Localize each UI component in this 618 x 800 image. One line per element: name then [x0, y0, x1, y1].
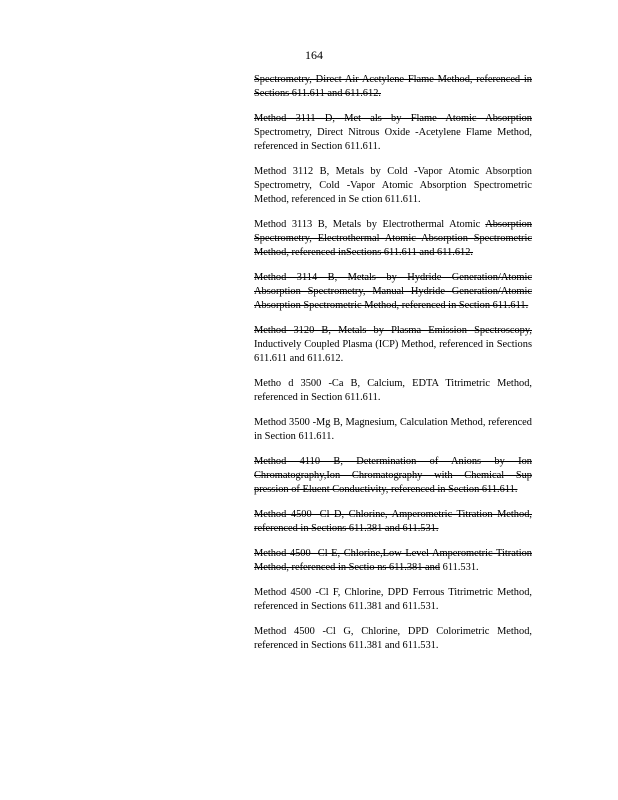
method-paragraph: [254, 112, 532, 154]
method-paragraph: [254, 547, 532, 575]
paragraph-text: Method 3112 B, Metals by Cold -Vapor Atomic Absorption Spectrometry, Cold -Vapor Atomic Absorption Spectrometric Method, referenced in Se ction 611.611.: [254, 166, 532, 205]
method-paragraph: [254, 416, 532, 444]
method-paragraph: [254, 508, 532, 536]
paragraph-text: Method 4500 -Cl F, Chlorine, DPD Ferrous Titrimetric Method, referenced in Sections 611.381 and 611.531.: [254, 587, 532, 612]
method-paragraph: [254, 455, 532, 497]
method-paragraph: [254, 73, 532, 101]
struck-text: Method 3120 B, Metals by Plasma Emission Spectroscopy,: [254, 325, 532, 336]
struck-text: Method 4500 -Cl D, Chlorine, Amperometric Titration Method, referenced in Sections 611.381 and 611.531.: [254, 509, 532, 534]
struck-text: Method 3114 B, Metals by Hydride Generation/Atomic Absorption Spectrometry, Manual Hydride Generation/Atomic Absorption Spectrometric Method, referenced in Section 611.611.: [254, 272, 532, 311]
struck-text: Spectrometry, Direct Air Acetylene Flame Method, referenced in Sections 611.611 and 611.612.: [254, 74, 532, 99]
paragraph-text: Method 3500 -Mg B, Magnesium, Calculation Method, referenced in Section 611.611.: [254, 417, 532, 442]
page-number: 164: [305, 48, 323, 62]
document-body: [254, 73, 532, 664]
method-paragraph: [254, 324, 532, 366]
method-paragraph: [254, 218, 532, 260]
paragraph-text: Spectrometry, Direct Nitrous Oxide -Acetylene Flame Method, referenced in Section 611.611.: [254, 127, 532, 152]
struck-text: Method 4500 -Cl E, Chlorine,Low Level Amperometric Titration Method, referenced in Sectio ns 611.381 and: [254, 548, 532, 573]
struck-text: Method 3111 D, Met als by Flame Atomic Absorption: [254, 113, 532, 124]
struck-text: Absorption Spectrometry, Electrothermal Atomic Absorption Spectrometric Method, referenced inSections 611.611 and 611.612.: [254, 219, 532, 258]
paragraph-text: Method 3113 B, Metals by Electrothermal Atomic: [254, 219, 486, 230]
paragraph-text: Method 4500 -Cl G, Chlorine, DPD Colorimetric Method, referenced in Sections 611.381 and 611.531.: [254, 626, 532, 651]
struck-text: Method 4110 B, Determination of Anions by Ion Chromatography,Ion Chromatography with Chemical Sup pression of Eluent Conductivity, referenced in Section 611.611.: [254, 456, 532, 495]
paragraph-text: 611.531.: [440, 562, 479, 573]
method-paragraph: [254, 271, 532, 313]
method-paragraph: [254, 625, 532, 653]
method-paragraph: [254, 165, 532, 207]
paragraph-text: Metho d 3500 -Ca B, Calcium, EDTA Titrimetric Method, referenced in Section 611.611.: [254, 378, 532, 403]
paragraph-text: Inductively Coupled Plasma (ICP) Method, referenced in Sections 611.611 and 611.612.: [254, 339, 532, 364]
method-paragraph: [254, 586, 532, 614]
method-paragraph: [254, 377, 532, 405]
